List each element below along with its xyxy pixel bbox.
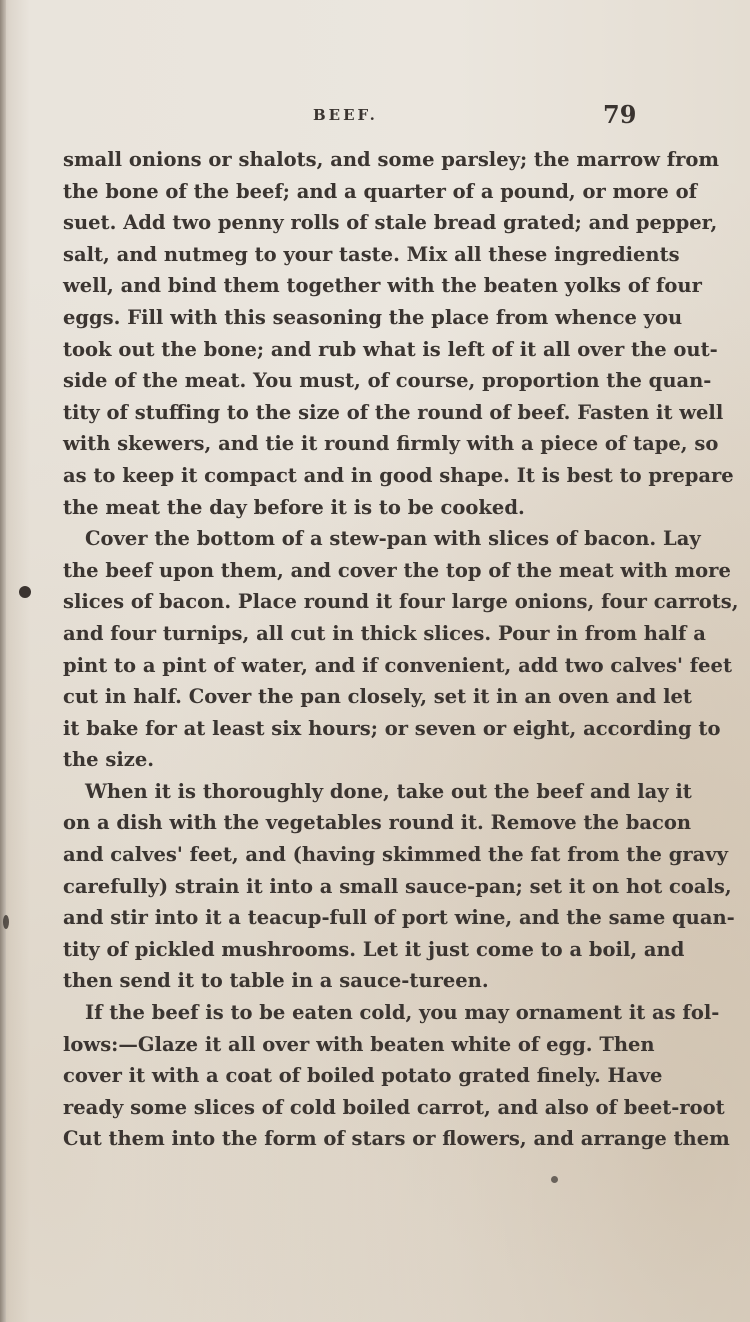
ink-blot (19, 586, 31, 598)
binding-gutter (0, 0, 6, 1322)
page-header (0, 100, 750, 130)
text-line: then send it to table in a sauce-tureen. (63, 969, 489, 993)
ink-speck (551, 1176, 558, 1183)
text-line: the meat the day before it is to be cooked. (63, 495, 525, 519)
text-line: cover it with a coat of boiled potato grated finely. Have (63, 1064, 663, 1088)
text-line: cut in half. Cover the pan closely, set it in an oven and let (63, 685, 692, 709)
text-line: took out the bone; and rub what is left of it all over the out- (63, 337, 718, 361)
text-line: the bone of the beef; and a quarter of a pound, or more of (63, 179, 698, 203)
paragraph-first-line: When it is thoroughly done, take out the beef and lay it (85, 779, 692, 803)
text-line: and four turnips, all cut in thick slices. Pour in from half a (63, 621, 706, 645)
text-line: and stir into it a teacup-full of port wine, and the same quan- (63, 906, 735, 930)
text-line: the beef upon them, and cover the top of the meat with more (63, 558, 731, 582)
text-line: small onions or shalots, and some parsley; the marrow from (63, 148, 720, 171)
text-line: the size. (63, 748, 155, 772)
paragraph-first-line: Cover the bottom of a stew-pan with slices of bacon. Lay (85, 527, 701, 551)
text-line: carefully) strain it into a small sauce-pan; set it on hot coals, (63, 874, 732, 898)
text-line: salt, and nutmeg to your taste. Mix all these ingredients (63, 242, 680, 266)
text-line: as to keep it compact and in good shape. It is best to prepare (63, 463, 734, 487)
paragraph-first-line: If the beef is to be eaten cold, you may ornament it as fol- (85, 1001, 720, 1025)
text-line: lows:—Glaze it all over with beaten white of egg. Then (63, 1032, 655, 1056)
text-line: with skewers, and tie it round firmly with a piece of tape, so (63, 432, 719, 456)
text-line: Cut them into the form of stars or flowers, and arrange them (63, 1127, 730, 1151)
text-line: eggs. Fill with this seasoning the place from whence you (63, 305, 683, 329)
text-line: it bake for at least six hours; or seven or eight, according to (63, 716, 721, 740)
text-line: slices of bacon. Place round it four large onions, four carrots, (63, 590, 739, 614)
body-text (63, 144, 739, 1155)
running-head: BEEF. (313, 106, 378, 124)
text-line: on a dish with the vegetables round it. Remove the bacon (63, 811, 692, 835)
text-line: and calves' feet, and (having skimmed the fat from the gravy (63, 843, 728, 867)
text-line: side of the meat. You must, of course, proportion the quan- (63, 369, 712, 393)
text-line: ready some slices of cold boiled carrot, and also of beet-root (63, 1095, 725, 1119)
ink-blot (3, 915, 9, 929)
page-number: 79 (603, 100, 637, 129)
text-line: tity of pickled mushrooms. Let it just come to a boil, and (63, 937, 685, 961)
text-line: tity of stuffing to the size of the round of beef. Fasten it well (63, 400, 724, 424)
text-line: well, and bind them together with the beaten yolks of four (63, 274, 702, 298)
text-line: pint to a pint of water, and if convenient, add two calves' feet (63, 653, 732, 677)
text-line: suet. Add two penny rolls of stale bread grated; and pepper, (63, 211, 718, 235)
